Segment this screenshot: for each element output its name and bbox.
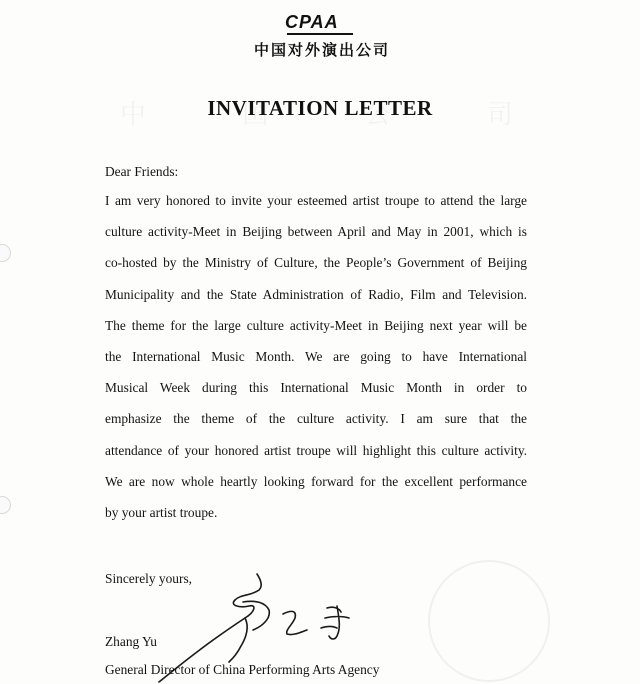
body-line: Musical Week during this International Music Month in order to [105, 380, 527, 396]
body-line: emphasize the theme of the culture activity. I am sure that the [105, 411, 527, 427]
body-line: culture activity-Meet in Beijing between April and May in 2001, which is [105, 224, 527, 240]
salutation: Dear Friends: [105, 164, 179, 179]
body-line: We are now whole heartly looking forward for the excellent performance [105, 473, 527, 489]
punch-hole [0, 244, 11, 262]
body-line: The theme for the large culture activity-Meet in Beijing next year will be [105, 317, 527, 333]
punch-hole [0, 496, 11, 514]
signer-title: General Director of China Performing Arts Agency [105, 662, 380, 677]
closing: Sincerely yours, [105, 571, 193, 586]
body-line: by your artist troupe. [105, 504, 218, 520]
logo-underline [287, 33, 353, 35]
company-logo-text: CPAA [285, 12, 339, 32]
company-logo [285, 14, 357, 32]
body-line: I am very honored to invite your esteemed artist troupe to attend the large [105, 193, 527, 208]
letter-title: INVITATION LETTER [207, 96, 433, 120]
body-line: co-hosted by the Ministry of Culture, the People’s Government of Beijing [105, 255, 527, 271]
reverse-side-seal-showthrough [428, 560, 550, 682]
body-line: the International Music Month. We are going to have International [105, 348, 527, 364]
company-name-cn: 中国对外演出公司 [253, 41, 390, 59]
letter-body [105, 192, 527, 535]
body-line: Municipality and the State Administration of Radio, Film and Television. [105, 286, 527, 302]
signer-name: Zhang Yu [105, 634, 157, 649]
body-line: attendance of your honored artist troupe will highlight this culture activity. [105, 442, 527, 458]
